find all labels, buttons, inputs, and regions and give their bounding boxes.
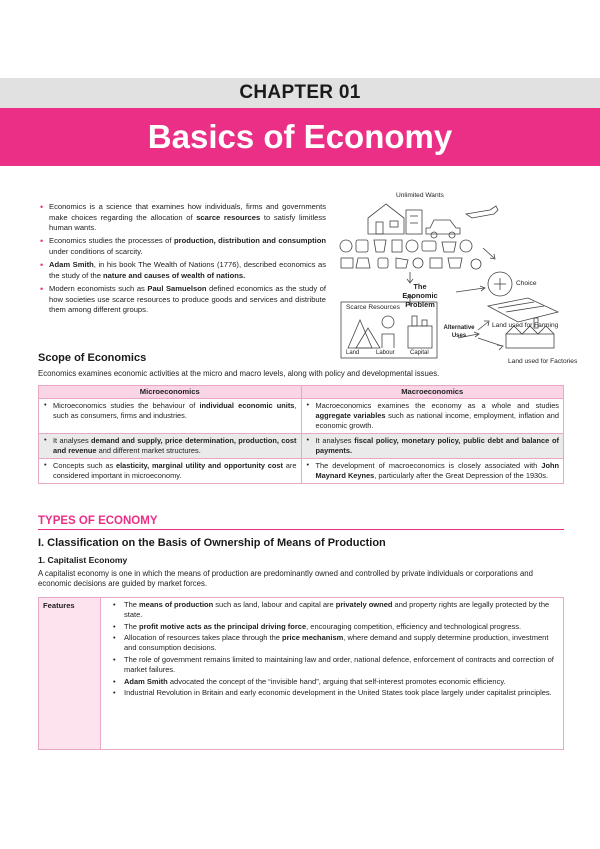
intro-list xyxy=(40,202,326,318)
features-list xyxy=(101,598,563,749)
chapter-number: CHAPTER 01 xyxy=(0,78,600,108)
scope-text: Economics examines economic activities at the micro and macro levels, along with policy and developmental issues. xyxy=(38,369,440,378)
capitalist-heading: 1. Capitalist Economy xyxy=(38,555,128,565)
classification-heading: I. Classification on the Basis of Ownership of Means of Production xyxy=(38,537,386,549)
table-row xyxy=(39,399,564,434)
features-box xyxy=(38,597,564,750)
section-divider xyxy=(38,529,564,530)
factories-label: Land used for Factories xyxy=(508,358,578,365)
feature-item: • The profit motive acts as the principal driving force, encouraging competition, efficiency and technological progress. xyxy=(113,622,557,632)
micro-macro-table xyxy=(38,385,564,484)
macro-cell: • The development of macroeconomics is closely associated with John Maynard Keynes, particularly after the Great Depression of the 1930s. xyxy=(301,459,564,484)
capitalist-text: A capitalist economy is one in which the means of production are predominantly owned and controlled by private individuals or corporations and economic decisions are guided by market forces. xyxy=(38,569,533,589)
table-row xyxy=(39,434,564,459)
intro-item: • Economics studies the processes of production, distribution and consumption under conditions of scarcity. xyxy=(40,236,326,257)
intro-item: • Modern economists such as Paul Samuelson defined economics as the study of how societies use scarce resources to produce goods and services and distribute them among different groups. xyxy=(40,284,326,316)
feature-item: • The role of government remains limited to maintaining law and order, national defence, enforcement of contracts and correction of market failures. xyxy=(113,655,557,675)
choice-label: Choice xyxy=(516,280,537,287)
scope-heading: Scope of Economics xyxy=(38,352,147,364)
intro-item: • Economics is a science that examines how individuals, firms and governments make choices regarding the allocation of scarce resources to satisfy limitless human wants. xyxy=(40,202,326,234)
micro-cell: • It analyses demand and supply, price determination, production, cost and revenue and different market structures. xyxy=(39,434,302,459)
labour-label: Labour xyxy=(376,350,395,356)
micro-cell: • Microeconomics studies the behaviour of individual economic units, such as consumers, firms and industries. xyxy=(39,399,302,434)
micro-cell: • Concepts such as elasticity, marginal utility and opportunity cost are considered important in microeconomy. xyxy=(39,459,302,484)
economic-problem-diagram xyxy=(338,188,578,368)
intro-item: • Adam Smith, in his book The Wealth of Nations (1776), described economics as the study of the nature and causes of wealth of nations. xyxy=(40,260,326,281)
table-row xyxy=(39,459,564,484)
feature-item: • Industrial Revolution in Britain and early economic development in the United States took place largely under capitalist principles. xyxy=(113,688,557,698)
feature-item: • Allocation of resources takes place through the price mechanism, where demand and supply determine production, investment and consumption decisions. xyxy=(113,633,557,653)
land-label: Land xyxy=(346,350,360,356)
scarce-resources-label: Scarce Resources xyxy=(346,304,400,311)
unlimited-wants-label: Unlimited Wants xyxy=(396,192,444,199)
economic-problem-illustration xyxy=(338,188,568,368)
alternative-uses-label: Alternative Uses xyxy=(443,325,475,339)
macro-cell: • It analyses fiscal policy, monetary policy, public debt and balance of payments. xyxy=(301,434,564,459)
feature-item: • The means of production such as land, labour and capital are privately owned and property rights are legally protected by the state. xyxy=(113,600,557,620)
types-heading: TYPES OF ECONOMY xyxy=(38,515,158,527)
macro-cell: • Macroeconomics examines the economy as a whole and studies aggregate variables such as national income, employment, inflation and economic growth. xyxy=(301,399,564,434)
capital-label: Capital xyxy=(410,350,429,356)
feature-item: • Adam Smith advocated the concept of the “invisible hand”, arguing that self-interest promotes economic efficiency. xyxy=(113,677,557,687)
macro-header: Macroeconomics xyxy=(301,386,564,399)
economic-problem-label: The Economic Problem xyxy=(402,282,438,309)
features-label: Features xyxy=(39,598,101,749)
micro-header: Microeconomics xyxy=(39,386,302,399)
chapter-title: Basics of Economy xyxy=(0,108,600,166)
farming-label: Land used for Farming xyxy=(492,322,559,329)
